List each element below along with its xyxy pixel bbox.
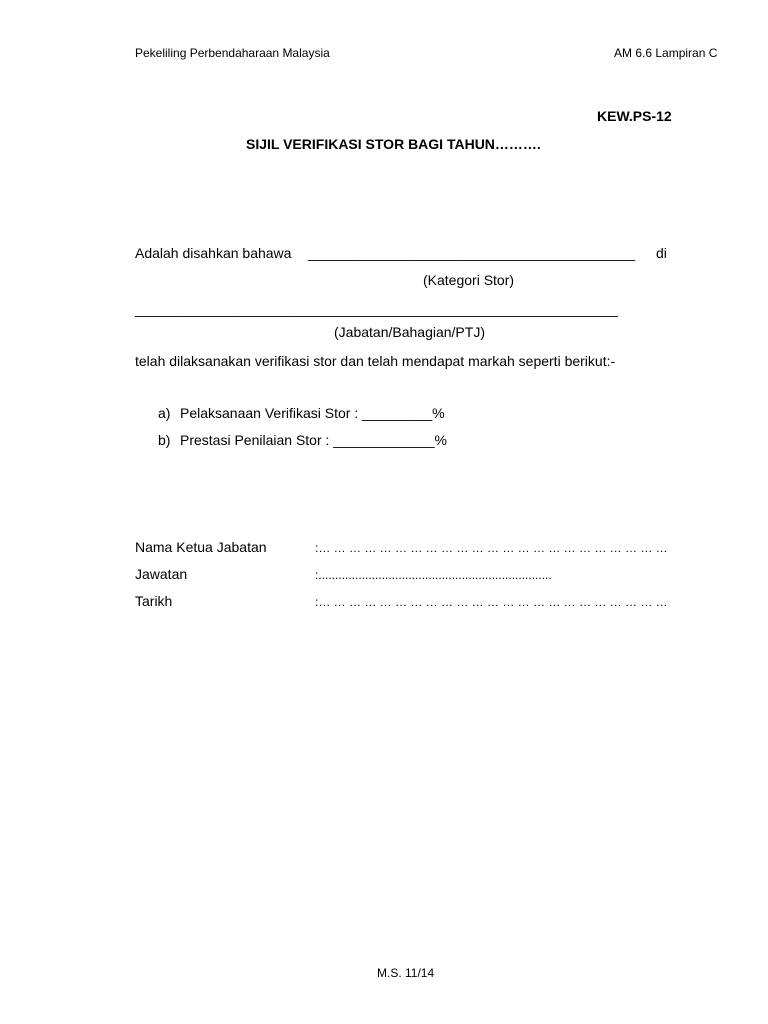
header-left-text: Pekeliling Perbendaharaan Malaysia [135, 46, 330, 60]
form-code: KEW.PS-12 [597, 108, 672, 124]
jawatan-label: Jawatan [135, 566, 188, 582]
certify-line3: telah dilaksanakan verifikasi stor dan telah mendapat markah seperti berikut:- [135, 353, 616, 369]
tarikh-label: Tarikh [135, 593, 173, 609]
item-b-marker: b) [158, 432, 171, 448]
kategori-stor-blank: __________________________________________ [308, 245, 636, 261]
header-right-text: AM 6.6 Lampiran C [614, 46, 718, 60]
document-title: SIJIL VERIFIKASI STOR BAGI TAHUN………. [246, 136, 541, 152]
item-a-marker: a) [158, 405, 171, 421]
nama-ketua-label: Nama Ketua Jabatan [135, 539, 267, 555]
jabatan-blank: ______________________________________________________________ [135, 301, 618, 317]
certify-line1-prefix: Adalah disahkan bahawa [135, 245, 292, 261]
page-number: M.S. 11/14 [377, 966, 435, 980]
item-b-text: Prestasi Penilaian Stor : _____________% [180, 432, 447, 448]
item-a-text: Pelaksanaan Verifikasi Stor : _________% [180, 405, 445, 421]
nama-ketua-field: :… … … … … … … … … … … … … … … … … … … … … … … [315, 541, 668, 555]
kategori-stor-label: (Kategori Stor) [423, 272, 515, 288]
certify-line1-suffix: di [656, 245, 667, 261]
jawatan-field: :...................................................................... [315, 568, 552, 582]
jabatan-label: (Jabatan/Bahagian/PTJ) [334, 324, 485, 340]
tarikh-field: :… … … … … … … … … … … … … … … … … … … … … … … [315, 595, 668, 609]
